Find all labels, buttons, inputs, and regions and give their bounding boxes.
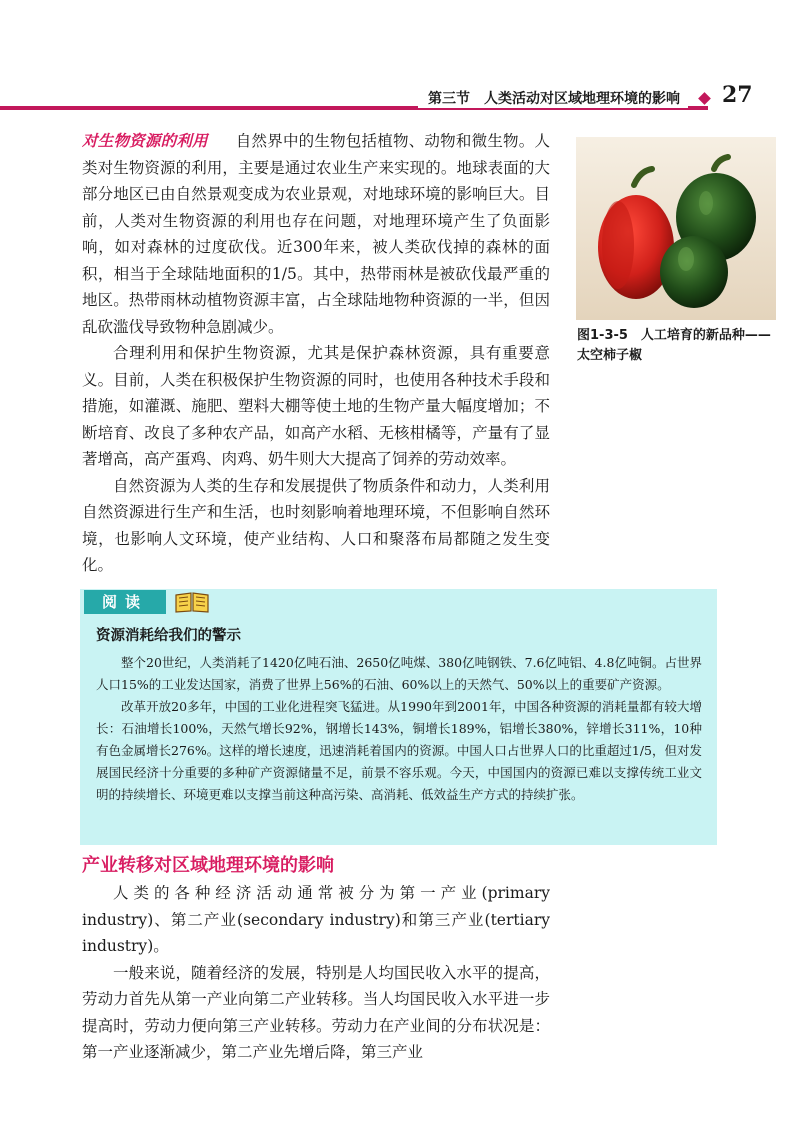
section-industry-transfer	[82, 880, 550, 1066]
paragraph	[82, 128, 550, 340]
section-heading: 产业转移对区域地理环境的影响	[82, 855, 334, 876]
pepper-illustration	[576, 137, 776, 320]
diamond-icon	[698, 92, 711, 105]
paragraph-text: 自然界中的生物包括植物、动物和微生物。人类对生物资源的利用，主要是通过农业生产来实现的。地球表面的大部分地区已由自然景观变成为农业景观，对地球环境的影响巨大。目前，人类对生物资源的利用也存在问题，对地理环境产生了负面影响，如对森林的过度砍伐。近300年来，被人类砍伐掉的森林的面积，相当于全球陆地面积的1/5。其中，热带雨林是被砍伐最严重的地区。热带雨林动植物资源丰富，占全球陆地物种资源的一半，但因乱砍滥伐导致物种急剧减少。	[82, 132, 550, 336]
inline-heading: 对生物资源的利用	[82, 132, 208, 150]
reading-tab: 阅读	[84, 590, 166, 614]
book-icon	[174, 591, 210, 613]
paragraph: 合理利用和保护生物资源，尤其是保护森林资源，具有重要意义。目前，人类在积极保护生物资源的同时，也使用各种技术手段和措施，如灌溉、施肥、塑料大棚等使土地的生物产量大幅度增加；不断培育、改良了多种农产品，如高产水稻、无核柑橘等，产量有了显著增高，高产蛋鸡、肉鸡、奶牛则大大提高了饲养的劳动效率。	[82, 344, 550, 468]
page-number: 27	[722, 82, 753, 108]
reading-title: 资源消耗给我们的警示	[96, 628, 241, 644]
paragraph: 一般来说，随着经济的发展，特别是人均国民收入水平的提高，劳动力首先从第一产业向第二产业转移。当人均国民收入水平进一步提高时，劳动力便向第三产业转移。劳动力在产业间的分布状况是：第一产业逐渐减少，第二产业先增后降，第三产业	[82, 963, 550, 1061]
section-title: 第三节 人类活动对区域地理环境的影响	[418, 88, 688, 108]
paragraph: 人类的各种经济活动通常被分为第一产业(primary industry)、第二产业(secondary industry)和第三产业(tertiary industry)。	[82, 884, 550, 955]
section-biological-resources	[82, 128, 550, 579]
figure-caption: 图1-3-5 人工培育的新品种——太空柿子椒	[577, 328, 771, 363]
paragraph: 自然资源为人类的生存和发展提供了物质条件和动力，人类利用自然资源进行生产和生活，也时刻影响着地理环境，不但影响自然环境，也影响人文环境，使产业结构、人口和聚落布局都随之发生变化。	[82, 476, 550, 574]
reading-text	[96, 652, 702, 806]
reading-paragraph: 整个20世纪，人类消耗了1420亿吨石油、2650亿吨煤、380亿吨钢铁、7.6亿吨铝、4.8亿吨铜。占世界人口15%的工业发达国家，消费了世界上56%的石油、60%以上的天然气、50%以上的重要矿产资源。	[96, 655, 702, 692]
pepper-photo	[576, 137, 776, 320]
reading-paragraph: 改革开放20多年，中国的工业化进程突飞猛进。从1990年到2001年，中国各种资源的消耗量都有较大增长：石油增长100%，天然气增长92%，钢增长143%，铜增长189%，铝增长380%，锌增长311%，10种有色金属增长276%。这样的增长速度，迅速消耗着国内的资源。中国人口占世界人口的比重超过1/5，但对发展国民经济十分重要的多种矿产资源储量不足，前景不容乐观。今天，中国国内的资源已难以支撑传统工业文明的持续增长、环境更难以支撑当前这种高污染、高消耗、低效益生产方式的持续扩张。	[96, 699, 702, 802]
